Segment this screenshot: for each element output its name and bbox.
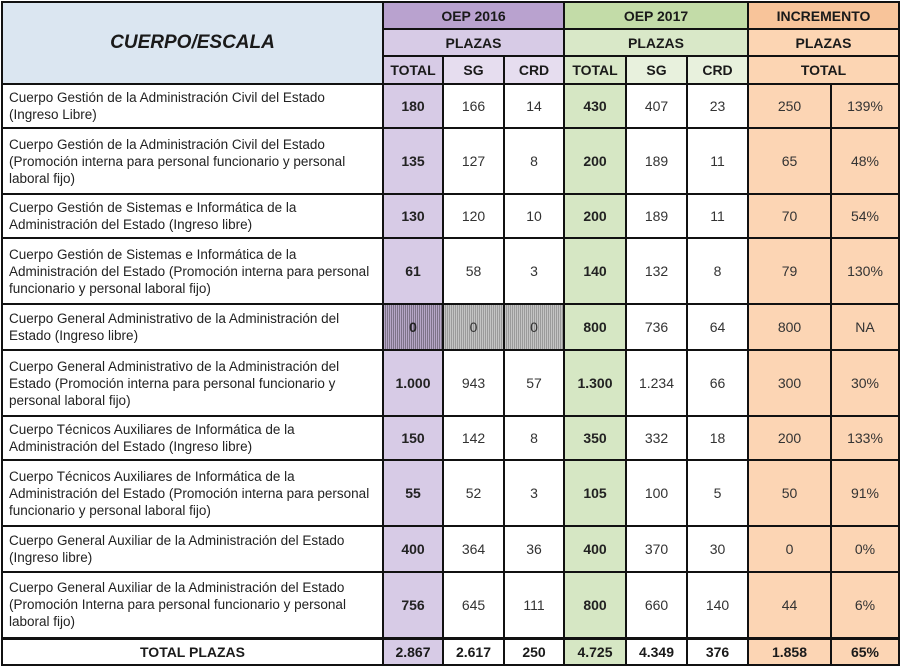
header-oep-2017: OEP 2017 [564, 2, 748, 29]
cell-2017-sg: 370 [626, 526, 687, 572]
total-incremento-total: 1.858 [748, 638, 831, 665]
cell-2017-total: 430 [564, 84, 626, 128]
total-incremento-pct: 65% [831, 638, 899, 665]
cell-2016-crd: 36 [504, 526, 564, 572]
cell-2017-crd: 11 [687, 194, 748, 238]
cell-incremento-pct: 91% [831, 460, 899, 526]
cell-incremento-total: 70 [748, 194, 831, 238]
cell-2017-total: 140 [564, 238, 626, 304]
cell-2017-total: 800 [564, 304, 626, 350]
cell-incremento-total: 79 [748, 238, 831, 304]
cell-incremento-total: 800 [748, 304, 831, 350]
cell-2016-total: 400 [383, 526, 443, 572]
row-label: Cuerpo Gestión de la Administración Civil del Estado (Ingreso Libre) [2, 84, 383, 128]
cell-2016-sg: 364 [443, 526, 504, 572]
header-2017-crd: CRD [687, 56, 748, 84]
header-oep-2017-plazas: PLAZAS [564, 29, 748, 56]
row-label: Cuerpo General Auxiliar de la Administración del Estado (Ingreso libre) [2, 526, 383, 572]
cell-2017-sg: 1.234 [626, 350, 687, 416]
cell-2016-crd: 3 [504, 460, 564, 526]
header-incremento: INCREMENTO [748, 2, 899, 29]
cell-2016-crd: 14 [504, 84, 564, 128]
cell-2016-sg: 166 [443, 84, 504, 128]
cell-2017-crd: 64 [687, 304, 748, 350]
cell-2016-crd: 8 [504, 416, 564, 460]
cell-2016-sg: 127 [443, 128, 504, 194]
table-row [2, 194, 899, 238]
total-2016-sg: 2.617 [443, 638, 504, 665]
table-row [2, 526, 899, 572]
table-row [2, 350, 899, 416]
row-label: Cuerpo Técnicos Auxiliares de Informática de la Administración del Estado (Promoción interna para personal funcionario y personal laboral fijo) [2, 460, 383, 526]
table-row [2, 416, 899, 460]
header-incremento-total: TOTAL [748, 56, 899, 84]
cell-2016-sg: 943 [443, 350, 504, 416]
cell-2017-crd: 8 [687, 238, 748, 304]
cell-incremento-pct: 130% [831, 238, 899, 304]
row-label: Cuerpo General Administrativo de la Administración del Estado (Ingreso libre) [2, 304, 383, 350]
header-2016-sg: SG [443, 56, 504, 84]
header-2017-sg: SG [626, 56, 687, 84]
cell-incremento-total: 65 [748, 128, 831, 194]
header-oep-2016-plazas: PLAZAS [383, 29, 564, 56]
table-row [2, 572, 899, 638]
row-label: Cuerpo General Auxiliar de la Administración del Estado (Promoción Interna para personal funcionario y personal laboral fijo) [2, 572, 383, 638]
cell-2016-total: 0 [383, 304, 443, 350]
cell-2016-sg: 58 [443, 238, 504, 304]
total-2017-sg: 4.349 [626, 638, 687, 665]
header-incremento-plazas: PLAZAS [748, 29, 899, 56]
row-label: Cuerpo Gestión de Sistemas e Informática de la Administración del Estado (Promoción interna para personal funcionario y personal laboral fijo) [2, 238, 383, 304]
total-2016-total: 2.867 [383, 638, 443, 665]
cell-2016-crd: 10 [504, 194, 564, 238]
cell-incremento-pct: 54% [831, 194, 899, 238]
cell-2017-crd: 11 [687, 128, 748, 194]
cell-incremento-pct: 6% [831, 572, 899, 638]
totals-row [2, 638, 899, 665]
cell-incremento-pct: 133% [831, 416, 899, 460]
cell-2017-sg: 407 [626, 84, 687, 128]
cell-2016-crd: 3 [504, 238, 564, 304]
cell-2017-crd: 140 [687, 572, 748, 638]
header-2016-crd: CRD [504, 56, 564, 84]
cell-2017-sg: 332 [626, 416, 687, 460]
table-row [2, 128, 899, 194]
oep-comparison-table [1, 1, 900, 666]
cell-2016-crd: 0 [504, 304, 564, 350]
cell-2016-sg: 120 [443, 194, 504, 238]
cell-2016-crd: 57 [504, 350, 564, 416]
cell-incremento-total: 50 [748, 460, 831, 526]
cell-incremento-pct: 48% [831, 128, 899, 194]
header-2017-total: TOTAL [564, 56, 626, 84]
cell-incremento-pct: 30% [831, 350, 899, 416]
total-2017-crd: 376 [687, 638, 748, 665]
table-row [2, 304, 899, 350]
row-label: Cuerpo Gestión de la Administración Civil del Estado (Promoción interna para personal funcionario y personal laboral fijo) [2, 128, 383, 194]
total-2017-total: 4.725 [564, 638, 626, 665]
cell-2017-sg: 189 [626, 128, 687, 194]
cell-2017-total: 105 [564, 460, 626, 526]
cell-2016-sg: 52 [443, 460, 504, 526]
cell-2016-total: 55 [383, 460, 443, 526]
cell-2016-total: 150 [383, 416, 443, 460]
cell-incremento-pct: 0% [831, 526, 899, 572]
cell-2016-sg: 0 [443, 304, 504, 350]
row-label: Cuerpo Técnicos Auxiliares de Informática de la Administración del Estado (Ingreso libre) [2, 416, 383, 460]
cell-2017-crd: 5 [687, 460, 748, 526]
cell-2017-total: 200 [564, 194, 626, 238]
cell-2016-crd: 111 [504, 572, 564, 638]
cell-incremento-total: 200 [748, 416, 831, 460]
cell-2017-sg: 736 [626, 304, 687, 350]
cell-incremento-pct: NA [831, 304, 899, 350]
total-2016-crd: 250 [504, 638, 564, 665]
cell-incremento-total: 300 [748, 350, 831, 416]
cell-2017-crd: 30 [687, 526, 748, 572]
table-row [2, 84, 899, 128]
cell-2017-crd: 23 [687, 84, 748, 128]
cell-2017-total: 200 [564, 128, 626, 194]
cell-2017-sg: 100 [626, 460, 687, 526]
cell-2017-total: 800 [564, 572, 626, 638]
cell-2016-total: 135 [383, 128, 443, 194]
cell-2016-crd: 8 [504, 128, 564, 194]
table-row [2, 238, 899, 304]
cell-2016-total: 61 [383, 238, 443, 304]
cell-2016-total: 130 [383, 194, 443, 238]
cell-2017-total: 400 [564, 526, 626, 572]
cell-incremento-total: 250 [748, 84, 831, 128]
cell-2016-sg: 142 [443, 416, 504, 460]
cell-incremento-total: 0 [748, 526, 831, 572]
cell-2017-total: 1.300 [564, 350, 626, 416]
cell-2017-crd: 18 [687, 416, 748, 460]
row-label: Cuerpo General Administrativo de la Administración del Estado (Promoción interna para personal funcionario y personal laboral fijo) [2, 350, 383, 416]
row-label: Cuerpo Gestión de Sistemas e Informática de la Administración del Estado (Ingreso libre) [2, 194, 383, 238]
totals-label: TOTAL PLAZAS [2, 638, 383, 665]
cell-2016-total: 180 [383, 84, 443, 128]
cell-2016-total: 756 [383, 572, 443, 638]
cell-incremento-total: 44 [748, 572, 831, 638]
cell-2016-total: 1.000 [383, 350, 443, 416]
header-2016-total: TOTAL [383, 56, 443, 84]
cell-2017-sg: 660 [626, 572, 687, 638]
cell-2016-sg: 645 [443, 572, 504, 638]
cell-2017-sg: 189 [626, 194, 687, 238]
cell-2017-total: 350 [564, 416, 626, 460]
table-row [2, 460, 899, 526]
cell-2017-sg: 132 [626, 238, 687, 304]
cell-incremento-pct: 139% [831, 84, 899, 128]
header-cuerpo-escala: CUERPO/ESCALA [2, 2, 383, 84]
header-oep-2016: OEP 2016 [383, 2, 564, 29]
cell-2017-crd: 66 [687, 350, 748, 416]
